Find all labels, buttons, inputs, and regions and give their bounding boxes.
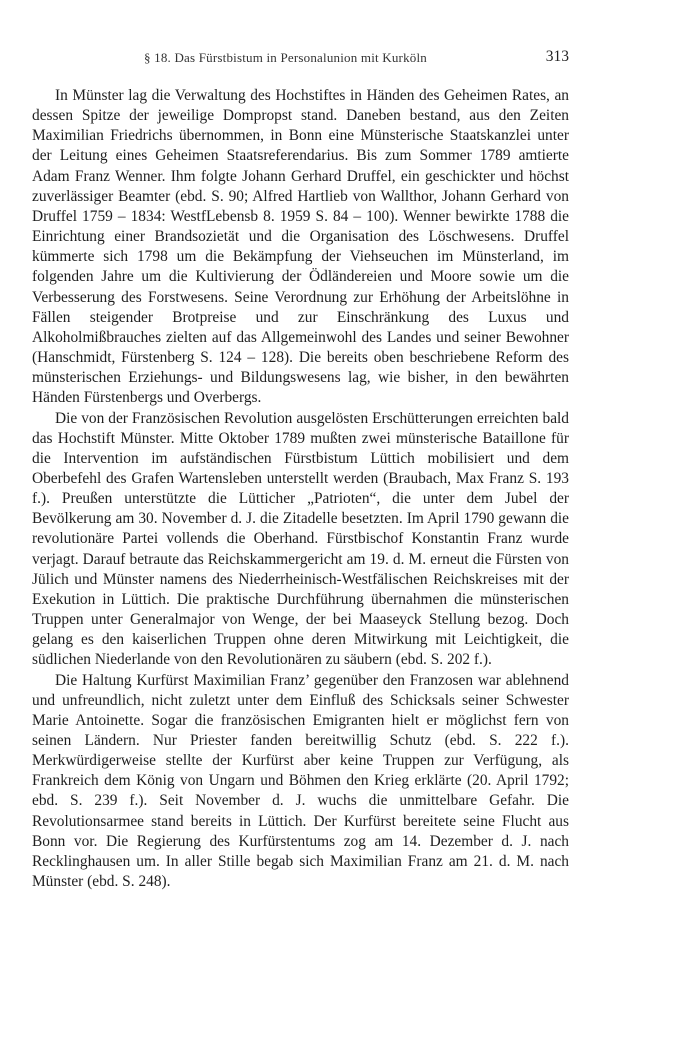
- running-header: [32, 50, 569, 70]
- paragraph: Die von der Französischen Revolution ausgelösten Erschütterungen erreichten bald das Hochstift Münster. Mitte Oktober 1789 mußten zwei münsterische Bataillone für die Intervention im aufständischen Fürstbistum Lüttich mobilisiert und dem Oberbefehl des Grafen Wartensleben unterstellt werden (Braubach, Max Franz S. 193 f.). Preußen unterstützte die Lütticher „Patrioten“, die unter dem Jubel der Bevölkerung am 30. November d. J. die Zitadelle besetzten. Im April 1790 gewann die revolutionäre Partei vollends die Oberhand. Fürstbischof Konstantin Franz wurde verjagt. Darauf betraute das Reichskammergericht am 19. d. M. erneut die Fürsten von Jülich und Münster namens des Niederrheinisch-Westfälischen Reichskreises mit der Exekution in Lüttich. Die praktische Durchführung übernahmen die münsterischen Truppen unter Generalmajor von Wenge, der bei Maaseyck Stellung bezog. Doch gelang es den kaiserlichen Truppen ohne deren Mitwirkung mit Leichtigkeit, die südlichen Niederlande von den Revolutionären zu säubern (ebd. S. 202 f.).: [32, 409, 569, 669]
- body-text: [32, 86, 569, 892]
- paragraph: In Münster lag die Verwaltung des Hochstiftes in Händen des Geheimen Rates, an dessen Spitze der jeweilige Dompropst stand. Daneben bestand, aus den Zeiten Maximilian Friedrichs übernommen, in Bonn eine Münsterische Staatskanzlei unter der Leitung eines Geheimen Staatsreferendarius. Bis zum Sommer 1789 amtierte Adam Franz Wenner. Ihm folgte Johann Gerhard Druffel, ein geschickter und höchst zuverlässiger Beamter (ebd. S. 90; Alfred Hartlieb von Wallthor, Johann Gerhard von Druffel 1759 – 1834: WestfLebensb 8. 1959 S. 84 – 100). Wenner bewirkte 1788 die Einrichtung einer Brandsozietät und die Organisation des Löschwesens. Druffel kümmerte sich 1798 um die Bekämpfung der Viehseuchen im Münsterland, im folgenden Jahre um die Kultivierung der Ödländereien und Moore sowie um die Verbesserung des Forstwesens. Seine Verordnung zur Erhöhung der Arbeitslöhne in Fällen steigender Brotpreise und zur Einschränkung des Luxus und Alkoholmißbrauches zielten auf das Allgemeinwohl des Landes und seiner Bewohner (Hanschmidt, Fürstenberg S. 124 – 128). Die bereits oben beschriebene Reform des münsterischen Erziehungs- und Bildungswesens lag, wie bisher, in den bewährten Händen Fürstenbergs und Overbergs.: [32, 87, 569, 407]
- running-title: § 18. Das Fürstbistum in Personalunion mit Kurköln: [144, 50, 427, 65]
- page-number: 313: [545, 48, 569, 65]
- paragraph: Die Haltung Kurfürst Maximilian Franz’ gegenüber den Franzosen war ablehnend und unfreundlich, nicht zuletzt unter dem Einfluß des Schicksals seiner Schwester Marie Antoinette. Sogar die französischen Emigranten hielt er möglichst fern von seinen Ländern. Nur Priester fanden bereitwillig Schutz (ebd. S. 222 f.). Merkwürdigerweise stellte der Kurfürst aber keine Truppen zur Verfügung, als Frankreich dem König von Ungarn und Böhmen den Krieg erklärte (20. April 1792; ebd. S. 239 f.). Seit November d. J. wuchs die unmittelbare Gefahr. Die Revolutionsarmee stand bereits in Lüttich. Der Kurfürst bereitete seine Flucht aus Bonn vor. Die Regierung des Kurfürstentums zog am 14. Dezember d. J. nach Recklinghausen um. In aller Stille begab sich Maximilian Franz am 21. d. M. nach Münster (ebd. S. 248).: [32, 671, 569, 891]
